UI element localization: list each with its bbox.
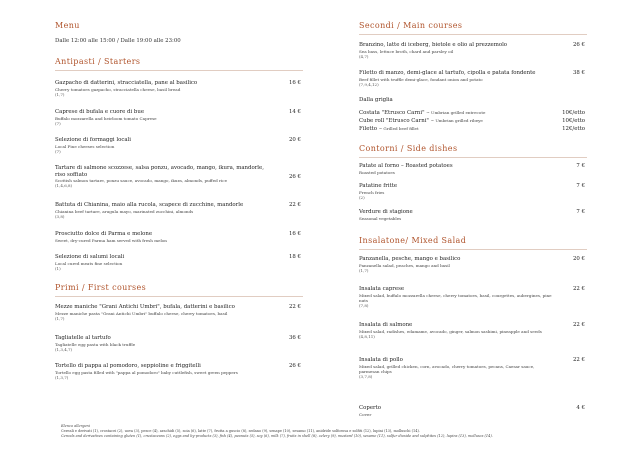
dish-description: Sweet, dry-cured Parma ham served with fresh melon xyxy=(55,237,167,243)
menu-item xyxy=(359,183,587,200)
menu-item xyxy=(359,70,587,87)
opening-hours: Dalle 12:00 alle 15:00 / Dalle 19:00 alle 23:00 xyxy=(55,38,181,44)
dish-allergens: (1,7) xyxy=(55,315,65,321)
dish-name: Gazpacho di datterini, stracciatella, pane al basilico xyxy=(55,80,198,86)
menu-item xyxy=(55,109,303,126)
menu-item xyxy=(55,137,303,154)
menu-item xyxy=(359,322,587,339)
antipasti-title: Antipasti / Starters xyxy=(55,57,141,66)
dish-allergens: (4,8,11) xyxy=(359,333,375,339)
dish-allergens: (1,3,7) xyxy=(55,374,69,380)
dish-allergens: (4,7) xyxy=(359,53,369,59)
dish-name: Mezze maniche "Grani Antichi Umbri", bufala, datterini e basilico xyxy=(55,304,235,310)
dish-description: Buffalo mozzarella and heirloom tomato Caprese xyxy=(55,115,157,121)
dish-name: Insalata di pollo xyxy=(359,357,403,363)
contorni-title: Contorni / Side dishes xyxy=(359,144,458,153)
dish-name: Tartare di salmone scozzese, salsa ponzu, avocado, mango, ikura, mandorle, riso soffiato xyxy=(55,165,264,178)
secondi-title: Secondi / Main courses xyxy=(359,21,463,30)
dish-name: Patatine fritte xyxy=(359,183,398,189)
dish-price: 26 € xyxy=(572,42,585,48)
dish-description: Beef fillet with truffle demi-glace, fondant onion and potato xyxy=(359,76,483,82)
dish-allergens: (7) xyxy=(55,148,61,154)
dish-description: Mezze maniche pasta "Grani Antichi Umbri" buffalo cheese, cherry tomatoes, basil xyxy=(55,310,228,316)
dish-name: Insalata caprese xyxy=(359,286,405,292)
dish-price: 22 € xyxy=(572,357,585,363)
cover-charge xyxy=(359,405,587,417)
menu-item xyxy=(359,42,587,59)
dish-price: 7 € xyxy=(576,163,585,169)
dish-name: Branzino, latte di iceberg, bietole e olio al prezzemolo xyxy=(359,42,508,48)
menu-item xyxy=(359,163,587,175)
dish-description: French fries xyxy=(359,189,385,195)
dish-description: Roasted potatoes xyxy=(359,169,395,175)
grill-item xyxy=(359,118,587,124)
allergens-title: Elenco allergeni xyxy=(61,424,90,428)
menu-item xyxy=(55,363,303,380)
grill-name: Costata "Etrusco Carni" xyxy=(359,110,425,116)
dish-description: Tortello egg pasta filled with "pappa al pomodoro" baby cuttlefish, sweet green peppers xyxy=(55,369,238,375)
grill-description: ~ Grilled beef fillet xyxy=(378,126,419,131)
dish-name: Tagliatelle al tartufo xyxy=(55,335,111,341)
dish-description: Cherry tomatoes gazpacho, stracciatella cheese, basil bread xyxy=(55,86,181,92)
dish-allergens: (1,3,4,7) xyxy=(55,346,73,352)
grill-price: 10€/etto xyxy=(562,118,585,124)
dish-name: Tortello di pappa al pomodoro, seppioline e friggitelli xyxy=(55,363,201,369)
dish-allergens: (2) xyxy=(359,194,365,200)
dish-description: Panzanella salad, peaches, mango and basil xyxy=(359,262,450,268)
grill-price: 10€/etto xyxy=(562,110,585,116)
dish-name: Patate al forno – Roasted potatoes xyxy=(359,163,453,169)
dish-allergens: (3,7,8) xyxy=(359,373,373,379)
dish-description: Mixed salad, radishes, edamame, avocado, ginger, salmon sashimi, pineapple and seeds xyxy=(359,328,542,334)
dish-price: 22 € xyxy=(572,322,585,328)
dish-allergens: (1,4,6,8) xyxy=(55,183,73,189)
allergens-english: Cereals and derivatives containing gluten (1), crustaceans (2), eggs and by-products (3), fish (4), peanuts (5), soy (6), milk (7), fruits in shell (8), celery (9), mustard (10), sesame (11), sulfur dioxide and sulphites (12), lupins (13), molluscs (14). xyxy=(61,433,493,438)
menu-item xyxy=(55,202,303,219)
dish-name: Verdure di stagione xyxy=(359,209,413,215)
menu-title: Menu xyxy=(55,21,80,30)
dish-price: 16 € xyxy=(288,231,301,237)
dish-description: Local cured meats fine selection xyxy=(55,260,123,266)
menu-item xyxy=(359,357,587,379)
contorni-divider xyxy=(359,157,587,158)
dish-price: 22 € xyxy=(288,304,301,310)
dish-allergens: (7,9,4,12) xyxy=(359,81,379,87)
dish-name: Prosciutto dolce di Parma e melone xyxy=(55,231,153,237)
dish-description: Mixed salad, grilled chicken, corn, avocado, cherry tomatoes, pecans, Caesar sauce, parmesan chips xyxy=(359,363,535,374)
dish-description: Seasonal vegetables xyxy=(359,215,402,221)
grill-heading: Dalla griglia xyxy=(359,97,393,103)
dish-allergens: (7,8) xyxy=(359,302,369,308)
dish-allergens: (7) xyxy=(55,120,61,126)
menu-item xyxy=(55,335,303,352)
dish-price: 26 € xyxy=(288,174,301,180)
dish-allergens: (1,7) xyxy=(55,91,65,97)
dish-price: 20 € xyxy=(288,137,301,143)
menu-item xyxy=(55,231,303,243)
dish-description: Tagliatelle egg pasta with black truffle xyxy=(55,341,136,347)
dish-price: 16 € xyxy=(288,80,301,86)
dish-name: Caprese di bufala e cuore di bue xyxy=(55,109,145,115)
menu-item xyxy=(359,286,587,308)
insalatone-divider xyxy=(359,249,587,250)
dish-name: Battuta di Chianina, maio alla rucola, scapece di zucchine, mandorle xyxy=(55,202,244,208)
dish-price: 22 € xyxy=(572,286,585,292)
dish-name: Selezione di salumi locali xyxy=(55,254,125,260)
dish-price: 18 € xyxy=(288,254,301,260)
dish-name: Filetto di manzo, demi-glace al tartufo, cipolla e patata fondente xyxy=(359,70,536,76)
grill-price: 12€/etto xyxy=(562,126,585,132)
dish-name: Selezione di formaggi locali xyxy=(55,137,132,143)
grill-description: ~ Umbrian grilled ribeye xyxy=(430,118,483,123)
menu-item xyxy=(55,254,303,271)
dish-price: 14 € xyxy=(288,109,301,115)
menu-item xyxy=(55,80,303,97)
grill-name: Cube roll "Etrusco Carni" xyxy=(359,118,429,124)
dish-description: Mixed salad, buffalo mozzarella cheese, cherry tomatoes, basil, courgettes, aubergines, pine nuts xyxy=(359,292,552,303)
dish-allergens: (3,8) xyxy=(55,213,65,219)
dish-description: Cover xyxy=(359,411,372,417)
dish-description: Scottish salmon tartare, ponzu sauce, avocado, mango, ikura, almonds, puffed rice xyxy=(55,178,228,184)
grill-description: ~ Umbrian grilled entrecote xyxy=(426,110,486,115)
dish-allergens: (1) xyxy=(55,265,61,271)
primi-title: Primi / First courses xyxy=(55,283,147,292)
dish-description: Sea bass, lettuce broth, chard and parsley oil xyxy=(359,48,454,54)
menu-item xyxy=(359,209,587,221)
primi-divider xyxy=(55,296,303,297)
dish-price: 36 € xyxy=(288,335,301,341)
menu-item xyxy=(55,304,303,321)
menu-item xyxy=(359,256,587,273)
dish-price: 38 € xyxy=(572,70,585,76)
menu-item xyxy=(55,165,303,188)
grill-item xyxy=(359,126,587,132)
dish-allergens: (1,7) xyxy=(359,267,369,273)
dish-price: 22 € xyxy=(288,202,301,208)
insalatone-title: Insalatone/ Mixed Salad xyxy=(359,236,467,245)
dish-name: Panzanella, pesche, mango e basilico xyxy=(359,256,461,262)
dish-price: 26 € xyxy=(288,363,301,369)
dish-description: Chianina beef tartare, arugula mayo, marinated zucchini, almonds xyxy=(55,208,194,214)
grill-item xyxy=(359,110,587,116)
dish-name: Coperto xyxy=(359,405,381,411)
secondi-divider xyxy=(359,34,587,35)
dish-name: Insalata di salmone xyxy=(359,322,413,328)
allergens-italian: Cereali e derivati (1), crostacei (2), uova (3), pesce (4), arachidi (5), soia (6), latte (7), frutta a guscio (8), sedano (9), senape (10), sesamo (11), anidride solforosa e solfiti (12), lupini (13), molluschi (14). xyxy=(61,428,420,433)
allergens-footer xyxy=(61,424,601,438)
dish-price: 7 € xyxy=(576,183,585,189)
dish-price: 7 € xyxy=(576,209,585,215)
antipasti-divider xyxy=(55,70,303,71)
dish-description: Local Fine cheeses selection xyxy=(55,143,115,149)
dish-price: 4 € xyxy=(576,405,585,411)
dish-price: 20 € xyxy=(572,256,585,262)
grill-name: Filetto xyxy=(359,126,377,132)
